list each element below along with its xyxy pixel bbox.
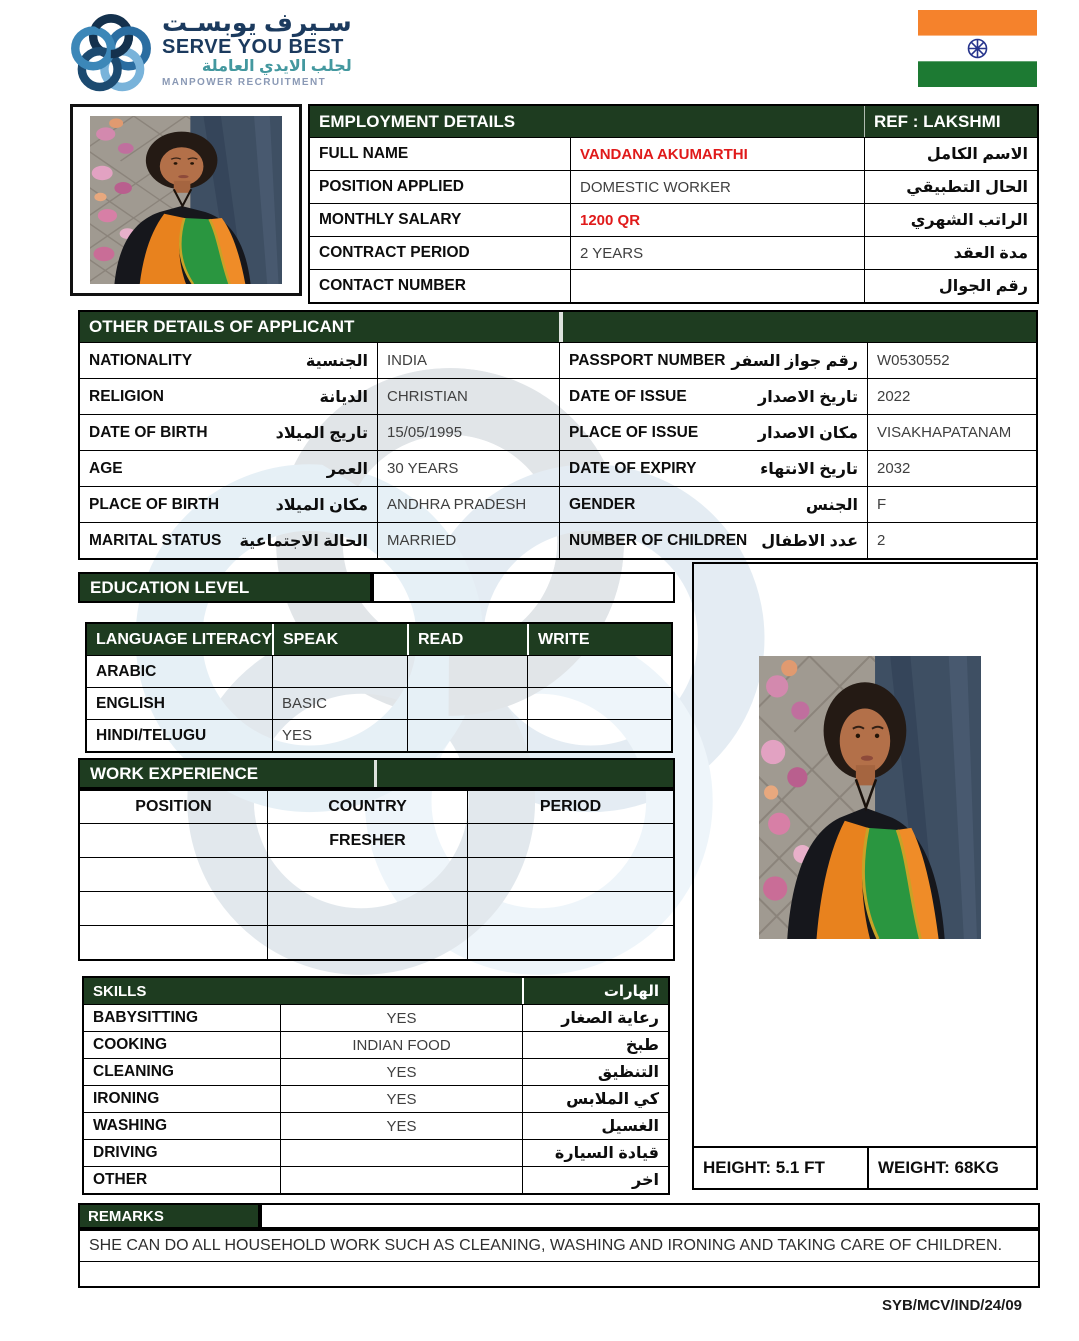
field-label: DATE OF ISSUE	[569, 387, 687, 405]
table-row	[84, 1112, 668, 1139]
field-label-arabic: عدد الاطفال	[761, 532, 858, 550]
table-header-row	[80, 791, 673, 823]
skill-value: INDIAN FOOD	[280, 1032, 522, 1058]
skill-label: WASHING	[93, 1117, 168, 1134]
field-value: CHRISTIAN	[377, 379, 559, 414]
field-value: ANDHRA PRADESH	[377, 487, 559, 522]
work-experience-header	[78, 758, 675, 789]
field-label-arabic: الجنسية	[305, 352, 368, 370]
skills-table	[82, 976, 670, 1195]
period-value	[467, 824, 673, 857]
field-label-arabic: تاريج الميلاد	[275, 424, 368, 442]
period-value	[467, 892, 673, 925]
country-value	[267, 926, 467, 959]
table-row	[80, 857, 673, 891]
field-label-arabic: الحال التطبيقي	[864, 171, 1037, 203]
field-value: 2032	[867, 451, 1036, 486]
field-label: PASSPORT NUMBER	[569, 351, 726, 369]
skill-value: YES	[280, 1086, 522, 1112]
field-label: NUMBER OF CHILDREN	[569, 531, 748, 549]
table-row	[80, 823, 673, 857]
skill-label-arabic: قيادة السيارة	[522, 1140, 668, 1166]
column-header: POSITION	[135, 798, 212, 815]
field-label: CONTACT NUMBER	[319, 277, 466, 294]
field-value: MARRIED	[377, 523, 559, 558]
table-row	[310, 203, 1037, 236]
column-header: PERIOD	[467, 791, 673, 823]
work-experience-table	[78, 789, 675, 961]
education-level-header	[78, 572, 372, 603]
period-value	[467, 858, 673, 891]
other-details-title: OTHER DETAILS OF APPLICANT	[89, 317, 355, 336]
table-row	[87, 719, 671, 751]
skill-label-arabic: الغسيل	[522, 1113, 668, 1139]
field-label: PLACE OF ISSUE	[569, 423, 699, 441]
column-header: LANGUAGE LITERACY	[96, 630, 272, 648]
table-row	[84, 1058, 668, 1085]
table-row	[84, 1004, 668, 1031]
weight-value: WEIGHT: 68KG	[878, 1158, 999, 1177]
field-label-arabic: الديانة	[319, 388, 368, 406]
skills-title-arabic: الهارات	[522, 978, 668, 1004]
field-label-arabic: الراتب الشهري	[864, 204, 1037, 236]
skill-label-arabic: طبخ	[522, 1032, 668, 1058]
photo-panel	[692, 562, 1038, 1190]
brand-tagline: MANPOWER RECRUITMENT	[162, 77, 327, 89]
field-label: NATIONALITY	[89, 351, 193, 369]
field-value: VANDANA AKUMARTHI	[570, 138, 864, 170]
column-header: WRITE	[527, 624, 671, 655]
field-value: VISAKHAPATANAM	[867, 415, 1036, 450]
field-value: W0530552	[867, 343, 1036, 378]
field-label: PLACE OF BIRTH	[89, 495, 220, 513]
read-value	[407, 688, 527, 719]
skill-value: YES	[280, 1113, 522, 1139]
employment-title: EMPLOYMENT DETAILS	[319, 111, 516, 131]
field-value: 2 YEARS	[570, 237, 864, 269]
language-literacy-table	[85, 622, 673, 753]
write-value	[527, 688, 671, 719]
position-value	[80, 824, 267, 857]
education-level-value-box	[372, 572, 675, 603]
field-value: 2	[867, 523, 1036, 558]
other-details-header	[80, 312, 1036, 342]
field-label-arabic: مكان الميلاد	[275, 496, 368, 514]
table-row	[87, 655, 671, 687]
field-label-arabic: الاسم الكامل	[864, 138, 1037, 170]
table-row	[84, 1139, 668, 1166]
read-value	[407, 656, 527, 687]
applicant-photo-frame	[70, 104, 302, 296]
table-row	[80, 450, 1036, 486]
skill-label: COOKING	[93, 1036, 168, 1053]
table-row	[310, 137, 1037, 170]
education-level-title: EDUCATION LEVEL	[90, 577, 250, 597]
field-label: DATE OF EXPIRY	[569, 459, 697, 477]
table-row	[84, 1166, 668, 1193]
table-row	[80, 414, 1036, 450]
brand-tagline-arabic: لجلب الايدي العاملة	[201, 58, 352, 76]
field-label-arabic: الجنس	[805, 496, 858, 514]
field-label: RELIGION	[89, 387, 164, 405]
field-label: GENDER	[569, 495, 636, 513]
skill-label-arabic: رعاية الصغار	[522, 1005, 668, 1031]
remarks-header-strip	[260, 1203, 1040, 1229]
applicant-photo-large	[759, 656, 981, 939]
skill-value: YES	[280, 1059, 522, 1085]
field-label: AGE	[89, 459, 123, 477]
employment-details-table	[308, 104, 1039, 304]
brand-name: SERVE YOU BEST	[162, 36, 344, 59]
skill-label: IRONING	[93, 1090, 160, 1107]
remarks-box	[78, 1229, 1040, 1288]
brand-block	[162, 10, 352, 89]
field-label-arabic: تاريخ الانتهاء	[760, 460, 858, 478]
field-label: CONTRACT PERIOD	[319, 244, 470, 261]
header-divider	[559, 312, 563, 342]
table-row	[310, 269, 1037, 302]
speak-value	[272, 656, 407, 687]
field-value: 30 YEARS	[377, 451, 559, 486]
field-value: 1200 QR	[570, 204, 864, 236]
position-value	[80, 926, 267, 959]
skill-label: BABYSITTING	[93, 1009, 199, 1026]
field-label-arabic: تاريخ الاصدار	[757, 388, 858, 406]
period-value	[467, 926, 673, 959]
skill-label: CLEANING	[93, 1063, 174, 1080]
table-row	[80, 342, 1036, 378]
other-details-table	[78, 310, 1038, 560]
skill-label-arabic: اخر	[522, 1167, 668, 1193]
brand-name-arabic: سـيرف يوبسـت	[162, 9, 352, 37]
write-value	[527, 656, 671, 687]
india-flag-icon	[918, 10, 1037, 87]
field-value: 15/05/1995	[377, 415, 559, 450]
position-value	[80, 892, 267, 925]
field-value: INDIA	[377, 343, 559, 378]
language-literacy-header	[87, 624, 671, 655]
column-header: COUNTRY	[267, 791, 467, 823]
remarks-text: SHE CAN DO ALL HOUSEHOLD WORK SUCH AS CLEANING, WASHING AND IRONING AND TAKING CARE OF CHILDREN.	[89, 1237, 1003, 1254]
physical-stats-row	[694, 1146, 1036, 1188]
table-row	[80, 378, 1036, 414]
header-divider	[374, 760, 377, 787]
employment-header	[310, 106, 1037, 137]
field-label-arabic: العمر	[326, 460, 368, 478]
speak-value: YES	[272, 720, 407, 751]
country-value	[267, 892, 467, 925]
field-label: POSITION APPLIED	[319, 178, 464, 195]
country-value: FRESHER	[267, 824, 467, 857]
table-row	[84, 1085, 668, 1112]
remarks-header	[78, 1203, 260, 1229]
skill-value	[280, 1167, 522, 1193]
country-value	[267, 858, 467, 891]
field-label-arabic: رقم جواز السفر	[731, 352, 858, 370]
write-value	[527, 720, 671, 751]
position-value	[80, 858, 267, 891]
language-name: ARABIC	[96, 662, 157, 680]
field-label-arabic: مكان الاصدار	[757, 424, 858, 442]
remarks-empty-row	[80, 1261, 1038, 1286]
skill-value: YES	[280, 1005, 522, 1031]
field-value	[570, 270, 864, 302]
read-value	[407, 720, 527, 751]
table-row	[80, 486, 1036, 522]
brand-logo-knot-icon	[64, 8, 158, 102]
document-reference-code: SYB/MCV/IND/24/09	[881, 1297, 1022, 1314]
field-label: FULL NAME	[319, 145, 409, 162]
applicant-photo	[90, 116, 282, 284]
employment-ref: REF : LAKSHMI	[864, 106, 1037, 137]
field-label: DATE OF BIRTH	[89, 423, 208, 441]
field-label-arabic: الحالة الاجتماعية	[239, 532, 368, 550]
skills-title: SKILLS	[93, 982, 147, 1000]
skill-label-arabic: كي الملابس	[522, 1086, 668, 1112]
field-label-arabic: رقم الجوال	[864, 270, 1037, 302]
table-row	[80, 925, 673, 959]
speak-value: BASIC	[272, 688, 407, 719]
skill-label-arabic: التنظيق	[522, 1059, 668, 1085]
remarks-title: REMARKS	[88, 1207, 164, 1225]
field-label: MONTHLY SALARY	[319, 211, 462, 228]
field-label: MARITAL STATUS	[89, 531, 222, 549]
field-value: DOMESTIC WORKER	[570, 171, 864, 203]
language-name: HINDI/TELUGU	[96, 726, 207, 744]
table-row	[80, 522, 1036, 558]
table-row	[310, 170, 1037, 203]
field-value: 2022	[867, 379, 1036, 414]
work-experience-title: WORK EXPERIENCE	[90, 763, 259, 783]
field-value: F	[867, 487, 1036, 522]
table-row	[310, 236, 1037, 269]
field-label-arabic: مدة العقد	[864, 237, 1037, 269]
skill-value	[280, 1140, 522, 1166]
column-header: READ	[407, 624, 527, 655]
table-row	[80, 891, 673, 925]
language-name: ENGLISH	[96, 694, 165, 712]
skill-label: OTHER	[93, 1171, 148, 1188]
skills-header	[84, 978, 668, 1004]
table-row	[87, 687, 671, 719]
height-value: HEIGHT: 5.1 FT	[694, 1148, 869, 1188]
table-row	[84, 1031, 668, 1058]
skill-label: DRIVING	[93, 1144, 158, 1161]
column-header: SPEAK	[272, 624, 407, 655]
